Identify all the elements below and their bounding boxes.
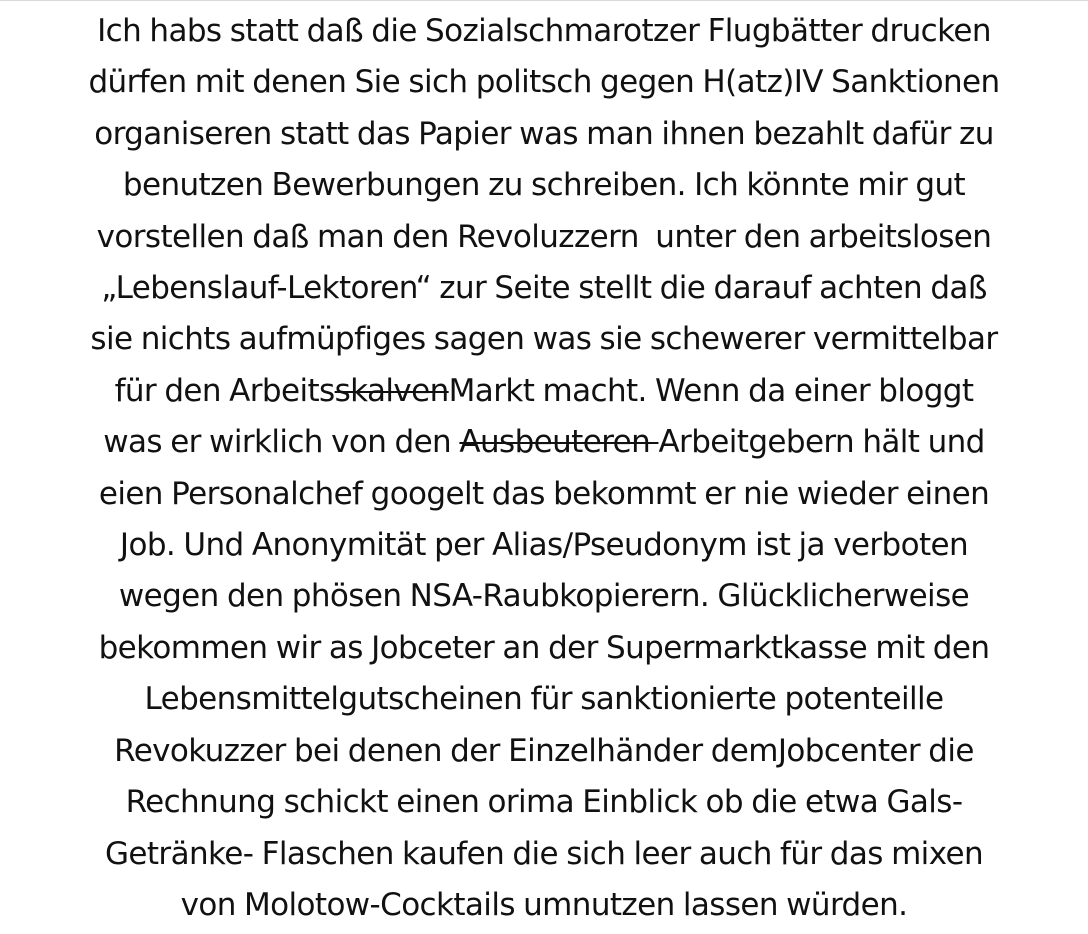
text-run: Arbeitgebern hält und (658, 424, 985, 461)
text-run: Rechnung schickt einen orima Einblick ob die etwa Gals- (125, 784, 963, 821)
text-line-17 (0, 829, 1088, 880)
text-run: Revokuzzer bei denen der Einzelhänder demJobcenter die (114, 732, 974, 769)
text-line-8 (0, 366, 1088, 417)
text-run: wegen den phösen NSA-Raubkopierern. Glücklicherweise (118, 578, 970, 615)
text-line-3 (0, 109, 1088, 160)
text-line-7 (0, 314, 1088, 365)
text-line-18 (0, 880, 1088, 931)
text-line-10 (0, 469, 1088, 520)
text-run: benutzen Bewerbungen zu schreiben. Ich könnte mir gut (122, 167, 966, 204)
document-text (0, 6, 1088, 931)
text-line-14 (0, 674, 1088, 725)
text-line-4 (0, 160, 1088, 211)
text-line-5 (0, 212, 1088, 263)
text-run: was er wirklich von den (103, 424, 460, 461)
text-line-11 (0, 520, 1088, 571)
text-line-12 (0, 571, 1088, 622)
top-divider (0, 0, 1088, 1)
text-run: Markt macht. Wenn da einer bloggt (448, 372, 974, 409)
text-run: Ich habs statt daß die Sozialschmarotzer Flugbätter drucken (97, 13, 991, 49)
text-run: eien Personalchef googelt das bekommt er nie wieder einen (98, 475, 990, 512)
text-run: sie nichts aufmüpfiges sagen was sie schewerer vermittelbar (90, 321, 998, 358)
text-run: dürfen mit denen Sie sich politsch gegen H(atz)IV Sanktionen (88, 64, 1000, 101)
struck-text: skalven (334, 372, 449, 409)
text-line-15 (0, 726, 1088, 777)
text-run: organiseren statt das Papier was man ihnen bezahlt dafür zu (94, 115, 994, 152)
text-line-16 (0, 777, 1088, 828)
text-line-2 (0, 57, 1088, 108)
text-run: Getränke- Flaschen kaufen die sich leer auch für das mixen (104, 835, 984, 872)
text-run: von Molotow-Cocktails umnutzen lassen würden. (180, 886, 908, 923)
text-run: Job. Und Anonymität per Alias/Pseudonym ist ja verboten (119, 527, 969, 564)
text-run: vorstellen daß man den Revoluzzern unter den arbeitslosen (96, 218, 992, 255)
text-line-6 (0, 263, 1088, 314)
text-line-9 (0, 417, 1088, 468)
text-run: „Lebenslauf-Lektoren“ zur Seite stellt die darauf achten daß (101, 270, 987, 307)
text-line-1 (0, 6, 1088, 57)
struck-text: Ausbeuteren (459, 424, 659, 461)
text-run: bekommen wir as Jobceter an der Supermarktkasse mit den (98, 629, 990, 666)
text-run: für den Arbeits (114, 372, 335, 409)
text-line-13 (0, 623, 1088, 674)
text-run: Lebensmittelgutscheinen für sanktionierte potenteille (144, 681, 944, 718)
